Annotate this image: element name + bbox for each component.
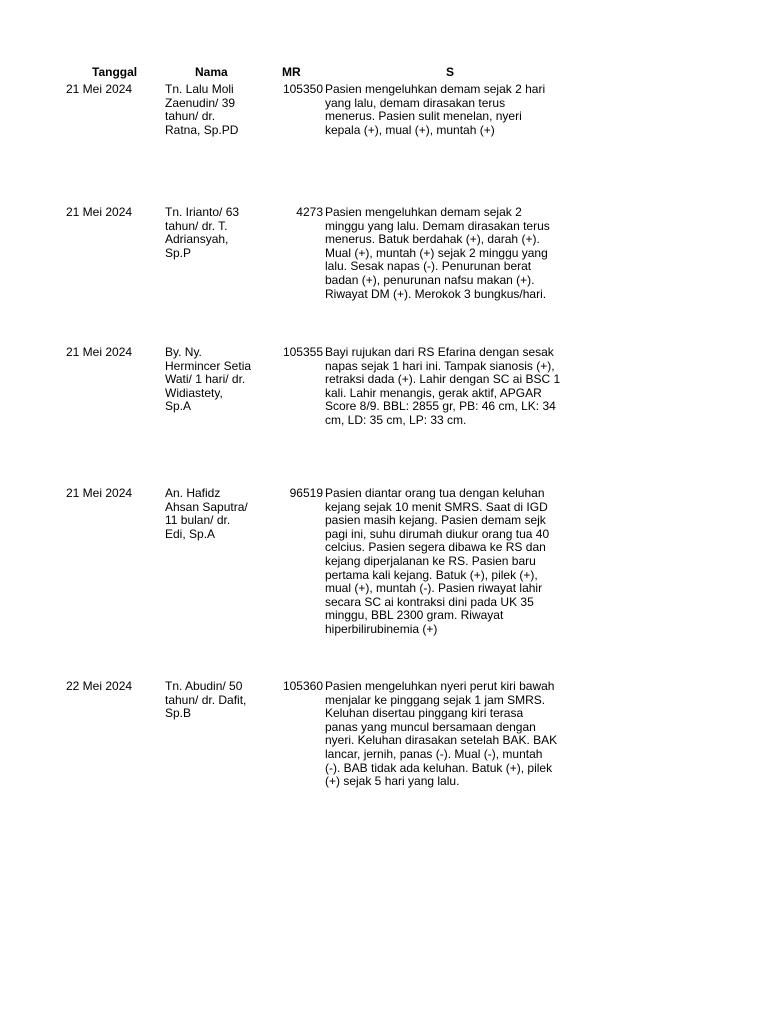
cell-nama: By. Ny. Hermincer Setia Wati/ 1 hari/ dr. Widiastety, Sp.A [165, 345, 252, 414]
cell-mr: 105355 [282, 345, 323, 359]
cell-s: Bayi rujukan dari RS Efarina dengan sesak napas sejak 1 hari ini. Tampak sianosis (+), retraksi dada (+). Lahir dengan SC ai BSC 1 kali. Lahir menangis, gerak aktif, APGAR Score 8/9. BBL: 2855 gr, PB: 46 cm, LK: 34 cm, LD: 35 cm, LP: 33 cm. [325, 345, 561, 427]
cell-s: Pasien diantar orang tua dengan keluhan kejang sejak 10 menit SMRS. Saat di IGD pasien masih kejang. Pasien demam sejk pagi ini, suhu dirumah diukur orang tua 40 celcius. Pasien segera dibawa ke RS dan kejang diperjalanan ke RS. Pasien baru pertama kali kejang. Batuk (+), pilek (+), mual (+), muntah (-). Pasien riwayat lahir secara SC ai kontraksi dini pada UK 35 minggu, BBL 2300 gram. Riwayat hiperbilirubinemia (+) [325, 486, 550, 636]
cell-tanggal: 21 Mei 2024 [66, 82, 133, 96]
header-mr: MR [282, 65, 301, 79]
cell-tanggal: 21 Mei 2024 [66, 205, 133, 219]
cell-nama: Tn. Lalu Moli Zaenudin/ 39 tahun/ dr. Ratna, Sp.PD [165, 82, 239, 137]
cell-tanggal: 21 Mei 2024 [66, 345, 133, 359]
cell-mr: 105350 [282, 82, 323, 96]
cell-nama: Tn. Abudin/ 50 tahun/ dr. Dafit, Sp.B [165, 679, 247, 721]
cell-nama: An. Hafidz Ahsan Saputra/ 11 bulan/ dr. Edi, Sp.A [165, 486, 248, 541]
cell-nama: Tn. Irianto/ 63 tahun/ dr. T. Adriansyah, Sp.P [165, 205, 240, 260]
header-tanggal: Tanggal [92, 65, 138, 79]
cell-s: Pasien mengeluhkan demam sejak 2 minggu yang lalu. Demam dirasakan terus menerus. Batuk berdahak (+), darah (+). Mual (+), muntah (+) sejak 2 minggu yang lalu. Sesak napas (-). Penurunan berat badan (+), penurunan nafsu makan (+). Riwayat DM (+). Merokok 3 bungkus/hari. [325, 205, 550, 301]
cell-mr: 96519 [289, 486, 323, 500]
cell-mr: 4273 [296, 205, 323, 219]
header-s: S [446, 65, 455, 79]
cell-tanggal: 21 Mei 2024 [66, 486, 133, 500]
cell-s: Pasien mengeluhkan demam sejak 2 hari yang lalu, demam dirasakan terus menerus. Pasien sulit menelan, nyeri kepala (+), mual (+), muntah (+) [325, 82, 546, 137]
header-nama: Nama [195, 65, 228, 79]
cell-tanggal: 22 Mei 2024 [66, 679, 133, 693]
cell-s: Pasien mengeluhkan nyeri perut kiri bawah menjalar ke pinggang sejak 1 jam SMRS. Keluhan disertau pinggang kiri terasa panas yang muncul bersamaan dengan nyeri. Keluhan dirasakan setelah BAK. BAK lancar, jernih, panas (-). Mual (-), muntah (-). BAB tidak ada keluhan. Batuk (+), pilek (+) sejak 5 hari yang lalu. [325, 679, 558, 789]
cell-mr: 105360 [282, 679, 323, 693]
